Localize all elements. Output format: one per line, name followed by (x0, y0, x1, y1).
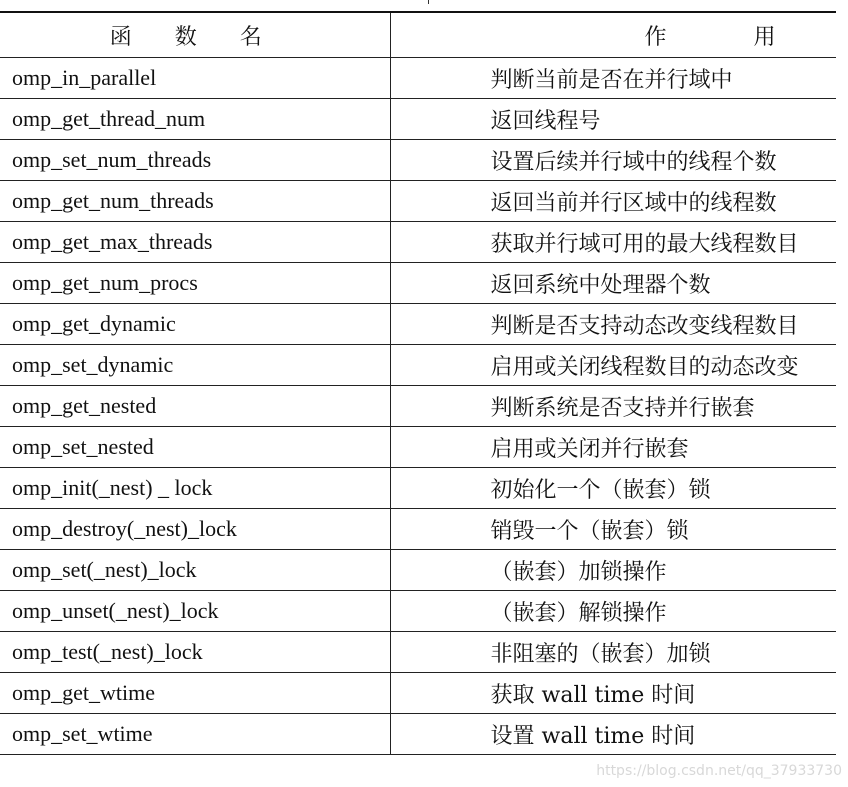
function-name-cell: omp_get_num_procs (0, 263, 390, 304)
table-row (0, 550, 836, 591)
function-name-cell: omp_set_wtime (0, 714, 390, 755)
function-name-cell: omp_get_dynamic (0, 304, 390, 345)
function-purpose-cell: 初始化一个（嵌套）锁 (390, 468, 836, 509)
table-row (0, 58, 836, 99)
table-row (0, 632, 836, 673)
function-name-cell: omp_get_thread_num (0, 99, 390, 140)
function-purpose-cell: 获取 wall time 时间 (390, 673, 836, 714)
header-function-name: 函 数 名 (0, 13, 390, 58)
table-row (0, 591, 836, 632)
table-row (0, 714, 836, 755)
function-purpose-cell: 销毁一个（嵌套）锁 (390, 509, 836, 550)
openmp-function-table (0, 13, 836, 755)
function-name-cell: omp_get_max_threads (0, 222, 390, 263)
table-row (0, 222, 836, 263)
function-purpose-cell: 判断系统是否支持并行嵌套 (390, 386, 836, 427)
function-purpose-cell: 启用或关闭线程数目的动态改变 (390, 345, 836, 386)
function-name-cell: omp_set_nested (0, 427, 390, 468)
function-name-cell: omp_get_nested (0, 386, 390, 427)
table-row (0, 263, 836, 304)
table-header-row (0, 13, 836, 58)
function-name-cell: omp_init(_nest) _ lock (0, 468, 390, 509)
function-purpose-cell: （嵌套）解锁操作 (390, 591, 836, 632)
function-purpose-cell: 非阻塞的（嵌套）加锁 (390, 632, 836, 673)
table-row (0, 386, 836, 427)
function-name-cell: omp_get_wtime (0, 673, 390, 714)
function-purpose-cell: 判断是否支持动态改变线程数目 (390, 304, 836, 345)
function-purpose-cell: 判断当前是否在并行域中 (390, 58, 836, 99)
function-purpose-cell: 设置后续并行域中的线程个数 (390, 140, 836, 181)
function-name-cell: omp_get_num_threads (0, 181, 390, 222)
top-edge-mark (428, 0, 435, 4)
table-row (0, 345, 836, 386)
table-row (0, 140, 836, 181)
function-name-cell: omp_in_parallel (0, 58, 390, 99)
table-row (0, 509, 836, 550)
table-row (0, 181, 836, 222)
function-purpose-cell: 获取并行域可用的最大线程数目 (390, 222, 836, 263)
table-row (0, 427, 836, 468)
function-purpose-cell: 设置 wall time 时间 (390, 714, 836, 755)
watermark: https://blog.csdn.net/qq_37933730 (596, 763, 842, 779)
function-name-cell: omp_test(_nest)_lock (0, 632, 390, 673)
function-purpose-cell: 返回系统中处理器个数 (390, 263, 836, 304)
function-name-cell: omp_set_dynamic (0, 345, 390, 386)
function-name-cell: omp_unset(_nest)_lock (0, 591, 390, 632)
function-purpose-cell: 启用或关闭并行嵌套 (390, 427, 836, 468)
table-row (0, 673, 836, 714)
function-purpose-cell: 返回线程号 (390, 99, 836, 140)
table-row (0, 468, 836, 509)
function-name-cell: omp_destroy(_nest)_lock (0, 509, 390, 550)
function-purpose-cell: 返回当前并行区域中的线程数 (390, 181, 836, 222)
function-purpose-cell: （嵌套）加锁操作 (390, 550, 836, 591)
table-row (0, 99, 836, 140)
table-row (0, 304, 836, 345)
header-purpose: 作 用 (390, 13, 836, 58)
function-name-cell: omp_set(_nest)_lock (0, 550, 390, 591)
function-name-cell: omp_set_num_threads (0, 140, 390, 181)
